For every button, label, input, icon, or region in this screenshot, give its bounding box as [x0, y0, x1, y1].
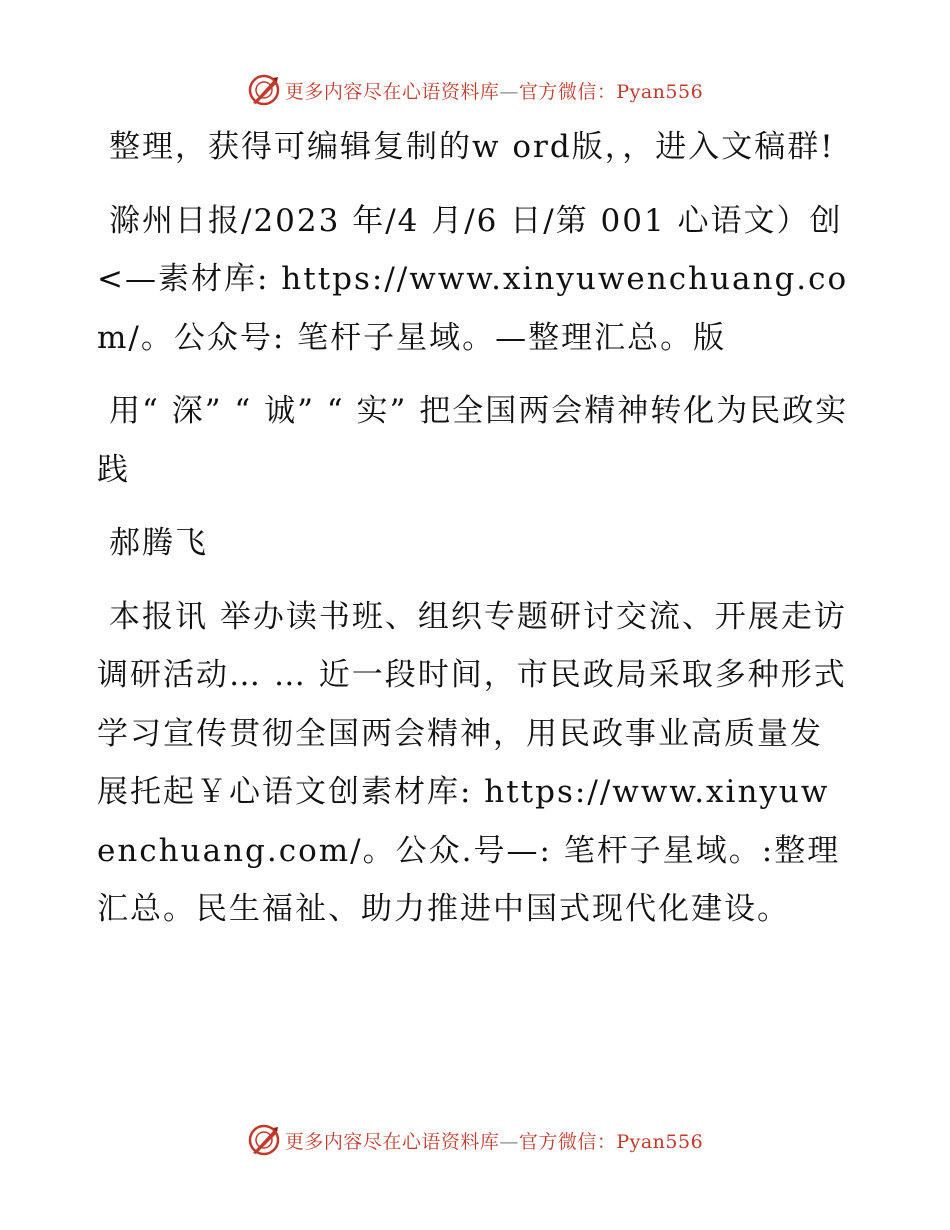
- article-title: [97, 382, 849, 499]
- header-promo-text: 更多内容尽在心语资料库: [284, 80, 500, 103]
- intro-text: 整理，获得可编辑复制的w ord版，，进入文稿群!: [109, 129, 835, 165]
- article-title-text: 用“ 深” “ 诚” “ 实” 把全国两会精神转化为民政实践: [97, 393, 849, 488]
- header-watermark-banner: [0, 70, 950, 110]
- source-text: 滁州日报/2023 年/4 月/6 日/第 001 心语文）创<—素材库: https://www.xinyuwenchuang.com/。公众号: 笔杆子星域。—整理汇总。版: [97, 202, 849, 356]
- footer-watermark-text: [285, 1127, 703, 1154]
- footer-promo-text: 更多内容尽在心语资料库: [284, 1130, 500, 1153]
- body-paragraph: [97, 588, 849, 939]
- footer-watermark-banner: [0, 1120, 950, 1160]
- header-dash: —: [499, 80, 519, 103]
- quill-logo-icon: [247, 73, 281, 107]
- intro-paragraph: [97, 118, 849, 177]
- header-wechat-text: 官方微信：Pyan556: [518, 80, 704, 103]
- document-body: [97, 118, 849, 954]
- footer-wechat-text: 官方微信：Pyan556: [518, 1130, 704, 1153]
- header-watermark-text: [285, 77, 703, 104]
- author-name: 郝腾飞: [109, 525, 208, 561]
- author-line: [97, 514, 849, 573]
- source-paragraph: [97, 192, 849, 368]
- footer-dash: —: [499, 1130, 519, 1153]
- body-text: 本报讯 举办读书班、组织专题研讨交流、开展走访调研活动… … 近一段时间，市民政局采取多种形式学习宣传贯彻全国两会精神，用民政事业高质量发展托起￥心语文创素材库: https://www.xinyuwenchuang.com/。公众.号—: 笔杆子星域。:整理汇总。民生福祉、助力推进中国式现代化建设。: [97, 598, 847, 927]
- quill-logo-icon: [247, 1123, 281, 1157]
